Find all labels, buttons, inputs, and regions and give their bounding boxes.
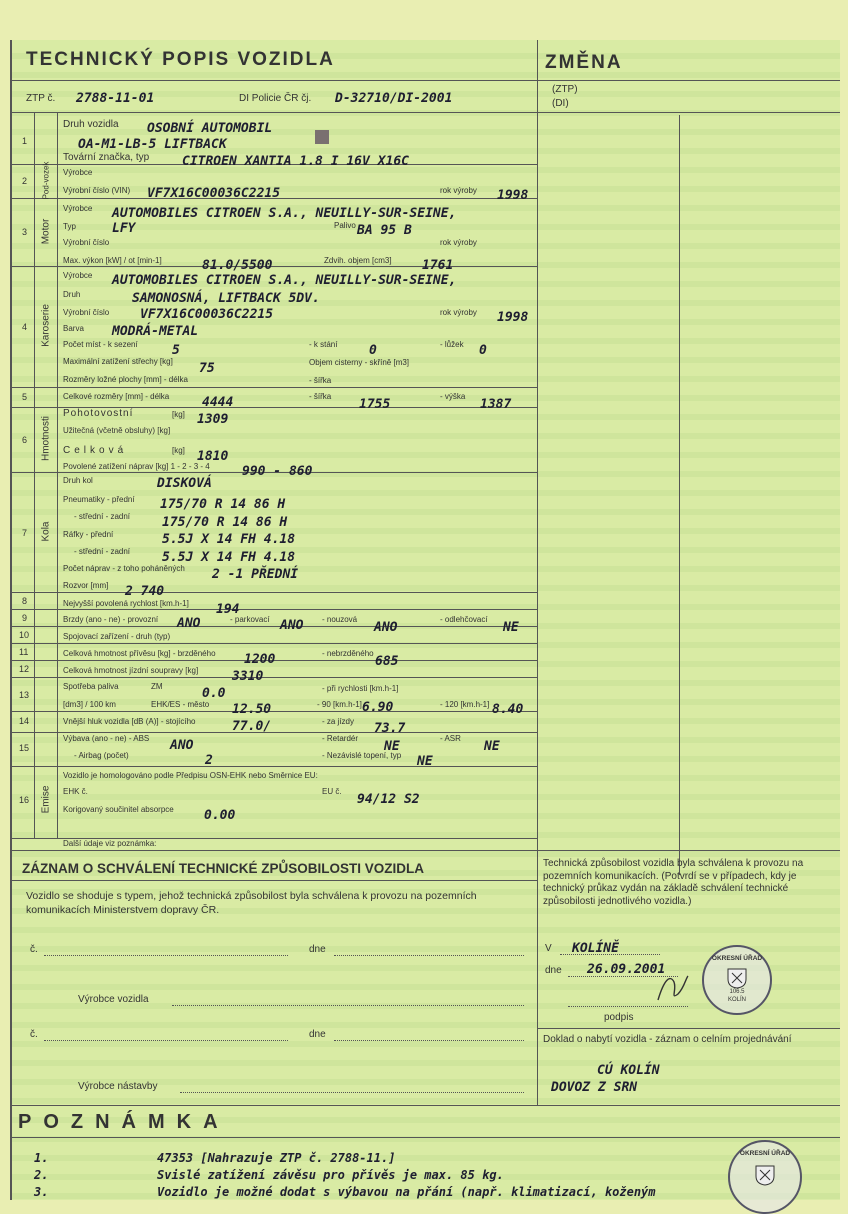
stamp-code: 106.5 <box>729 989 745 995</box>
napravy-label: Povolené zatížení náprav [kg] 1 - 2 - 3 - 4 <box>63 462 210 471</box>
approval-c-label-1: č. <box>30 944 38 955</box>
karoserie-rok-value: 1998 <box>497 310 529 325</box>
stamp-text: OKRESNÍ ÚŘAD <box>739 1150 791 1157</box>
brzdy-nouzova-value: ANO <box>374 620 398 635</box>
official-stamp-2 <box>728 1140 802 1214</box>
nebrzdeneho-label: - nebrzděného <box>322 649 374 658</box>
karoserie-druh-value: SAMONOSNÁ, LIFTBACK 5DV. <box>132 291 320 306</box>
zm-label: ZM <box>151 682 163 691</box>
row-number: 12 <box>19 664 30 674</box>
section-label-hmotnosti: Hmotnosti <box>40 416 52 462</box>
vin-value: VF7X16C00036C2215 <box>147 186 281 201</box>
di-label: DI Policie ČR čj. <box>239 93 312 104</box>
rychlost-value: 194 <box>216 602 240 617</box>
celkova-value: 1810 <box>197 449 229 464</box>
document-title: TECHNICKÝ POPIS VOZIDLA <box>26 49 335 70</box>
stamp-text: OKRESNÍ ÚŘAD <box>711 955 763 962</box>
approval-dne-field-2 <box>334 1039 524 1041</box>
karoserie-vyrobce-label: Výrobce <box>63 271 93 280</box>
row-number: 13 <box>19 690 30 700</box>
row-number: 3 <box>22 227 28 237</box>
row-number: 4 <box>22 322 28 332</box>
document-sheet <box>10 40 840 1200</box>
celkova-label: Celková <box>63 445 128 456</box>
row-number: 7 <box>22 528 28 538</box>
stani-value: 0 <box>369 343 377 358</box>
pocet-naprav-value: 2 -1 PŘEDNÍ <box>212 567 299 582</box>
objem-value: 1761 <box>422 258 454 273</box>
zm-value: 0.0 <box>202 686 226 701</box>
signature <box>652 970 692 1006</box>
rozvor-value: 2 740 <box>125 584 165 599</box>
change-di: (DI) <box>552 98 569 109</box>
za-jizdy-value: 73.7 <box>374 721 406 736</box>
eu-label: EU č. <box>322 787 342 796</box>
rafky-predni-value: 5.5J X 14 FH 4.18 <box>162 532 296 547</box>
note-text: Vozidlo je možné dodat s výbavou na přání (např. klimatizací, koženým <box>157 1185 656 1199</box>
color-swatch <box>315 130 329 144</box>
topeni-label: - Nezávislé topení, typ <box>322 751 402 760</box>
vyrobce-vozidla-field <box>172 1004 524 1006</box>
dovoz-value: DOVOZ Z SRN <box>551 1080 638 1095</box>
ehk-mesto-label: EHK/ES - město <box>151 700 210 709</box>
homologace-label: Vozidlo je homologováno podle Předpisu OSN-EHK nebo Směrnice EU: <box>63 771 318 780</box>
vykon-label: Max. výkon [kW] / ot [min-1] <box>63 256 162 265</box>
lozne-sirka-label: - šířka <box>309 376 332 385</box>
strecha-label: Maximální zatížení střechy [kg] <box>63 357 173 366</box>
motor-vyrobce-label: Výrobce <box>63 204 93 213</box>
vyrobce-nastavby-field <box>180 1091 524 1093</box>
souprava-value: 3310 <box>232 669 264 684</box>
karoserie-vyrobce-value: AUTOMOBILES CITROEN S.A., NEUILLY-SUR-SEINE, <box>112 273 457 288</box>
approval-c-field-1 <box>44 954 288 956</box>
karoserie-cislo-label: Výrobní číslo <box>63 308 110 317</box>
section-label-podvozek: Pod-vozek <box>41 161 51 200</box>
row-number: 6 <box>22 435 28 445</box>
pneu-predni-value: 175/70 R 14 86 H <box>160 497 286 512</box>
row-number: 11 <box>19 647 29 657</box>
mista-label: Počet míst - k sezení <box>63 340 138 349</box>
asr-value: NE <box>484 739 500 754</box>
pohotovostni-value: 1309 <box>197 412 229 427</box>
di-value: D-32710/DI-2001 <box>335 91 453 106</box>
pneu-predni-label: Pneumatiky - přední <box>63 495 135 504</box>
rok-vyroby-label: rok výroby <box>440 186 477 195</box>
approval-text: Vozidlo se shoduje s typem, jehož technická způsobilost byla schválena k provozu na pozemních komunikacích Ministerstvem dopravy ČR. <box>26 890 477 916</box>
znacka-value: CITROEN XANTIA 1.8 I 16V X16C <box>182 154 409 169</box>
mesto-value: 12.50 <box>232 702 272 717</box>
druh-vozidla-value: OSOBNÍ AUTOMOBIL <box>147 121 273 136</box>
brzdy-label: Brzdy (ano - ne) - provozní <box>63 615 159 624</box>
abs-value: ANO <box>170 738 194 753</box>
asr-label: - ASR <box>440 734 461 743</box>
sirka-label: - šířka <box>309 392 332 401</box>
vyrobce-vozidla-label: Výrobce vozidla <box>78 994 149 1005</box>
row-number: 9 <box>22 613 28 623</box>
brzdy-nouzova-label: - nouzová <box>322 615 358 624</box>
privesu-label: Celková hmotnost přívěsu [kg] - brzděného <box>63 649 216 658</box>
category-value: OA-M1-LB-5 LIFTBACK <box>78 137 227 152</box>
ehk-label: EHK č. <box>63 787 88 796</box>
coat-of-arms-icon <box>726 967 748 989</box>
r120-value: 8.40 <box>492 702 524 717</box>
vyrobce-nastavby-label: Výrobce nástavby <box>78 1081 158 1092</box>
palivo-label: Palivo <box>334 221 356 230</box>
rozvor-label: Rozvor [mm] <box>63 581 109 590</box>
podpis-label: podpis <box>604 1012 634 1023</box>
rozmery-label: Celkové rozměry [mm] - délka <box>63 392 170 401</box>
barva-label: Barva <box>63 324 84 333</box>
rafky-zadni-label: - střední - zadní <box>74 547 131 556</box>
eu-value: 94/12 S2 <box>357 792 420 807</box>
notes-title: POZNÁMKA <box>18 1111 230 1133</box>
za-jizdy-label: - za jízdy <box>322 717 355 726</box>
airbag-label: - Airbag (počet) <box>74 751 129 760</box>
delka-value: 4444 <box>202 395 234 410</box>
row-number: 15 <box>19 743 30 753</box>
note-number: 1. <box>34 1151 49 1165</box>
ztp-value: 2788-11-01 <box>76 91 155 106</box>
karoserie-cislo-value: VF7X16C00036C2215 <box>140 307 274 322</box>
spotreba-unit: [dm3] / 100 km <box>63 700 116 709</box>
approval-v-value: KOLÍNĚ <box>572 941 619 956</box>
hluk-stojiciho-value: 77.0/ <box>232 719 272 734</box>
druh-kol-label: Druh kol <box>63 476 93 485</box>
retarder-label: - Retardér <box>322 734 359 743</box>
section-label-kola: Kola <box>40 521 52 542</box>
doklad-text: Doklad o nabytí vozidla - záznam o celním projednávání <box>543 1034 792 1045</box>
pocet-naprav-label: Počet náprav - z toho poháněných <box>63 564 185 573</box>
privesu-brzdeneho-value: 1200 <box>244 652 276 667</box>
approval-dne-label-2: dne <box>309 1029 326 1040</box>
row-number: 8 <box>22 596 28 606</box>
approval-right-text: Technická způsobilost vozidla byla schválena k provozu na pozemních komunikacích. (Potvrdí se v případech, kdy je technický průkaz vydán na základě schválení technické způsobilosti jednotlivého vozidla.) <box>543 858 804 907</box>
motor-vyrobce-value: AUTOMOBILES CITROEN S.A., NEUILLY-SUR-SEINE, <box>112 206 457 221</box>
approval-v-label: V <box>545 943 552 954</box>
druh-vozidla-label: Druh vozidla <box>63 119 119 130</box>
vyrobce-label: Výrobce <box>63 168 93 177</box>
lozne-label: Rozměry ložné plochy [mm] - délka <box>63 375 188 384</box>
motor-typ-label: Typ <box>63 222 76 231</box>
objem-label: Zdvih. objem [cm3] <box>324 256 392 265</box>
karoserie-druh-label: Druh <box>63 290 81 299</box>
vykon-value: 81.0/5500 <box>202 258 273 273</box>
cu-value: CÚ KOLÍN <box>597 1063 660 1078</box>
r90-value: 6.90 <box>362 700 394 715</box>
vyska-label: - výška <box>440 392 466 401</box>
znacka-label: Tovární značka, typ <box>63 152 150 163</box>
approval-dne-value: 26.09.2001 <box>587 962 666 977</box>
brzdy-odlehcovaci-value: NE <box>503 620 519 635</box>
note-text: 47353 [Nahrazuje ZTP č. 2788-11.] <box>157 1151 396 1165</box>
cisterna-label: Objem cisterny - skříně [m3] <box>309 358 410 367</box>
row-number: 14 <box>19 716 30 726</box>
retarder-value: NE <box>384 739 400 754</box>
vyska-value: 1387 <box>480 397 512 412</box>
pohotovostni-unit: [kg] <box>172 410 185 419</box>
coat-of-arms-icon <box>754 1164 776 1186</box>
row-number: 2 <box>22 176 28 186</box>
hluk-label: Vnější hluk vozidla [dB (A)] - stojícího <box>63 717 196 726</box>
sirka-value: 1755 <box>359 397 391 412</box>
r120-label: - 120 [km.h-1] <box>440 700 490 709</box>
luzek-value: 0 <box>479 343 487 358</box>
rok-vyroby-value: 1998 <box>497 188 529 203</box>
stani-label: - k stání <box>309 340 338 349</box>
official-stamp-1 <box>702 945 772 1015</box>
vin-label: Výrobní číslo (VIN) <box>63 186 131 195</box>
luzek-label: - lůžek <box>440 340 464 349</box>
change-ztp: (ZTP) <box>552 84 578 95</box>
motor-cislo-label: Výrobní číslo <box>63 238 110 247</box>
uzitecna-label: Užitečná (včetně obsluhy) [kg] <box>63 426 171 435</box>
spotreba-label: Spotřeba paliva <box>63 682 119 691</box>
rafky-predni-label: Ráfky - přední <box>63 530 114 539</box>
section-label-karoserie: Karoserie <box>40 304 52 347</box>
approval-dne-label-1: dne <box>309 944 326 955</box>
approval-dne-field-1 <box>334 954 524 956</box>
motor-typ-value: LFY <box>112 221 136 236</box>
motor-rok-label: rok výroby <box>440 238 477 247</box>
note-text: Svislé zatížení závěsu pro přívěs je max. 85 kg. <box>157 1168 504 1182</box>
strecha-value: 75 <box>199 361 215 376</box>
vybava-label: Výbava (ano - ne) - ABS <box>63 734 150 743</box>
napravy-value: 990 - 860 <box>242 464 313 479</box>
mista-value: 5 <box>172 343 180 358</box>
approval-c-label-2: č. <box>30 1029 38 1040</box>
row-number: 1 <box>22 136 28 146</box>
karoserie-rok-label: rok výroby <box>440 308 477 317</box>
note-number: 3. <box>34 1185 49 1199</box>
dalsi-udaje-label: Další údaje viz poznámka: <box>63 839 157 848</box>
r90-label: - 90 [km.h-1] <box>317 700 362 709</box>
pohotovostni-label: Pohotovostní <box>63 408 134 419</box>
note-number: 2. <box>34 1168 49 1182</box>
pri-rychlosti-label: - při rychlosti [km.h-1] <box>322 684 399 693</box>
topeni-value: NE <box>417 754 433 769</box>
brzdy-parkovaci-value: ANO <box>280 618 304 633</box>
row-number: 5 <box>22 392 28 402</box>
approval-title: ZÁZNAM O SCHVÁLENÍ TECHNICKÉ ZPŮSOBILOSTI VOZIDLA <box>22 861 425 876</box>
brzdy-provozni-value: ANO <box>177 616 201 631</box>
palivo-value: BA 95 B <box>357 223 412 238</box>
brzdy-parkovaci-label: - parkovací <box>230 615 270 624</box>
ztp-label: ZTP č. <box>26 93 56 104</box>
korig-value: 0.00 <box>204 808 236 823</box>
barva-value: MODRÁ-METAL <box>112 324 199 339</box>
spojovaci-label: Spojovací zařízení - druh (typ) <box>63 632 171 641</box>
nebrzdeneho-value: 685 <box>375 654 399 669</box>
souprava-label: Celková hmotnost jízdní soupravy [kg] <box>63 666 199 675</box>
stamp-city: KOLÍN <box>727 997 746 1003</box>
pneu-zadni-value: 175/70 R 14 86 H <box>162 515 288 530</box>
row-number: 16 <box>19 795 30 805</box>
change-title: ZMĚNA <box>545 52 623 73</box>
airbag-value: 2 <box>205 753 213 768</box>
section-label-emise: Emise <box>40 785 52 814</box>
brzdy-odlehcovaci-label: - odlehčovací <box>440 615 488 624</box>
approval-c-field-2 <box>44 1039 288 1041</box>
row-number: 10 <box>19 630 30 640</box>
rychlost-label: Nejvyšší povolená rychlost [km.h-1] <box>63 599 189 608</box>
pneu-zadni-label: - střední - zadní <box>74 512 131 521</box>
korig-label: Korigovaný součinitel absorpce <box>63 805 174 814</box>
celkova-unit: [kg] <box>172 446 185 455</box>
approval-dne-label: dne <box>545 965 562 976</box>
section-label-motor: Motor <box>40 218 52 245</box>
rafky-zadni-value: 5.5J X 14 FH 4.18 <box>162 550 296 565</box>
druh-kol-value: DISKOVÁ <box>157 476 212 491</box>
